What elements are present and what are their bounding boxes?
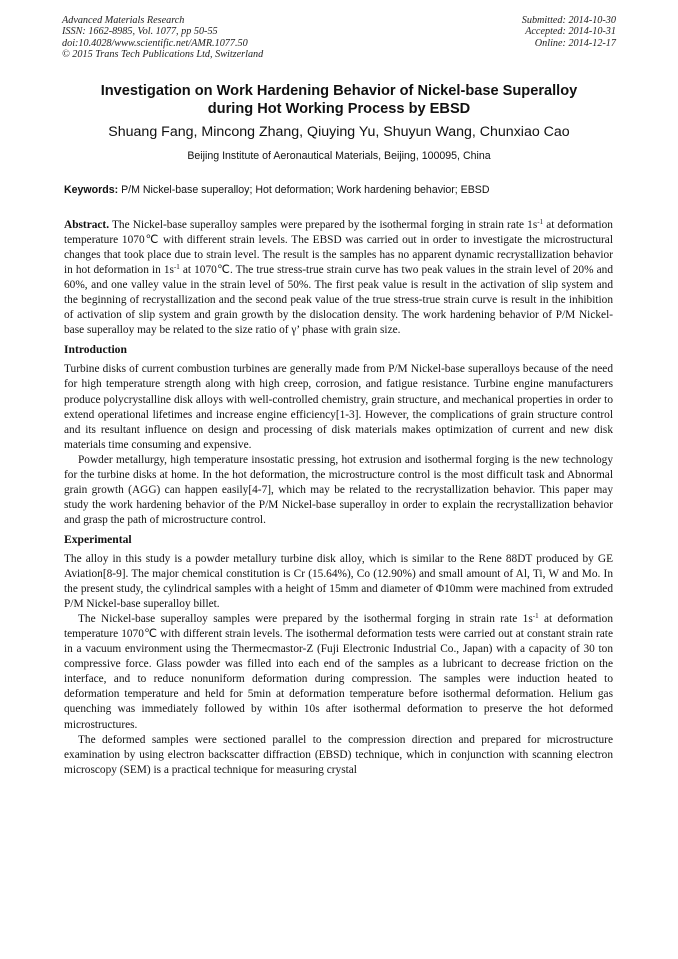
keywords-label: Keywords:: [64, 184, 119, 196]
introduction-heading: Introduction: [64, 343, 127, 357]
affiliation: Beijing Institute of Aeronautical Materials, Beijing, 100095, China: [187, 150, 491, 162]
abstract-text-2: at deformation temperature 1070℃ with different strain levels. The EBSD was carried out in order to investigate the microstructural changes that took place due to strain level. The result is the samples has no apparent dynamic recrystallization behavior in hot deformation in 1s: [64, 219, 613, 277]
experimental-paragraph-2: [64, 612, 613, 732]
online-date: Online: 2014-12-17: [534, 37, 616, 49]
copyright-line: © 2015 Trans Tech Publications Ltd, Switzerland: [62, 48, 264, 60]
abstract-paragraph: [64, 218, 613, 338]
experimental-superscript: -1: [532, 612, 539, 621]
experimental-paragraph-3: The deformed samples were sectioned parallel to the compression direction and prepared for microstructure examination by using electron backscatter diffraction (EBSD) technique, which in conjunction with scanning electron microscopy (SEM) is a practical technique for measuring crystal: [64, 733, 613, 776]
keywords-line: [64, 184, 616, 196]
abstract-text-3: at 1070℃. The true stress-true strain curve has two peak values in the strain level of 20% and 60%, and one valley value in the strain level of 50%. The first peak value is result in the activation of slip system and the beginning of recrystallization and the second peak value of the true stress-true strain curve is result in the inhibition of activation of slip system and grain growth by the dislocation density. The work hardening behavior of P/M Nickel-base superalloy may be related to the size ratio of γ’ phase with grain size.: [64, 264, 613, 337]
title-line-1: Investigation on Work Hardening Behavior of Nickel-base Superalloy: [100, 83, 578, 99]
title-line-2: during Hot Working Process by EBSD: [207, 101, 471, 117]
experimental-paragraph-1: The alloy in this study is a powder metallury turbine disk alloy, which is similar to the Rene 88DT produced by GE Aviation[8-9]. The major chemical constitution is Cr (15.64%), Co (12.90%) and small amount of Al, Ti, W and Mo. In the present study, the cylindrical samples with a height of 15mm and diameter of Φ10mm were machined from extruded P/M Nickel-base superalloy billet.: [64, 552, 613, 611]
journal-name: Advanced Materials Research: [62, 15, 185, 26]
keywords-text: P/M Nickel-base superalloy; Hot deformation; Work hardening behavior; EBSD: [118, 184, 490, 196]
doi-line: doi:10.4028/www.scientific.net/AMR.1077.50: [62, 37, 248, 49]
paper-title: [40, 82, 638, 118]
intro-paragraph-1: Turbine disks of current combustion turbines are generally made from P/M Nickel-base superalloys because of the need for high temperature strength along with high creep, corrosion, and fatigue resistance. Turbine engine manufacturers produce polycrystalline disk alloys with well-controlled chemistry, grain structure, and mechanical properties in order to extend operational lifetimes and increase engine efficiency[1-3]. However, the complications of grain structure control and its resultant influence on design and processing of disk materials makes optimization of current and new disk materials time consuming and expensive.: [64, 363, 613, 451]
intro-paragraph-2: Powder metallurgy, high temperature insostatic pressing, hot extrusion and isothermal forging is the new technology for the turbine disks at home. In the hot deformation, the microstructure control is the most difficult task and Abnormal grain growth (AGG) can happen easily[4-7], which may be related to the recrystallization behavior. This paper may study the work hardening behavior of the P/M Nickel-base superalloy in order to explain the recrystallization behavior and grasp the path of microstructure control.: [64, 453, 613, 526]
paper-body: [64, 218, 613, 778]
submitted-date: Submitted: 2014-10-30: [521, 15, 616, 26]
experimental-heading: Experimental: [64, 532, 132, 546]
dates-info: [522, 15, 616, 49]
accepted-date: Accepted: 2014-10-31: [525, 26, 616, 38]
abstract-text-1: The Nickel-base superalloy samples were prepared by the isothermal forging in strain rate 1s: [109, 219, 538, 231]
abstract-label: Abstract.: [64, 219, 110, 231]
journal-info: [62, 15, 263, 60]
abstract-superscript-2: -1: [173, 263, 180, 272]
experimental-text-2a: The Nickel-base superalloy samples were prepared by the isothermal forging in strain rate 1s: [78, 613, 533, 626]
issn-line: ISSN: 1662-8985, Vol. 1077, pp 50-55: [62, 26, 218, 38]
author-list: Shuang Fang, Mincong Zhang, Qiuying Yu, Shuyun Wang, Chunxiao Cao: [108, 124, 570, 140]
experimental-text-2b: at deformation temperature 1070℃ with different strain levels. The isothermal deformation tests were carried out at constant strain rate in a vacuum environment using the Thermecmastor-Z (Fuji Electronic Industrial Co., Japan) with a capacity of 30 ton compressive force. Glass powder was filled into each end of the samples as a lubricant to decrease friction on the interface, and to reduce nonuniform deformation during compression. The samples were induction heated to deformation temperature and held for 5min at deformation temperature before isothermal deformation. Helium gas quenching was immediately followed by within 10s after isothermal deformation to preserve the hot deformed microstructures.: [64, 613, 613, 731]
abstract-superscript-1: -1: [537, 218, 544, 226]
